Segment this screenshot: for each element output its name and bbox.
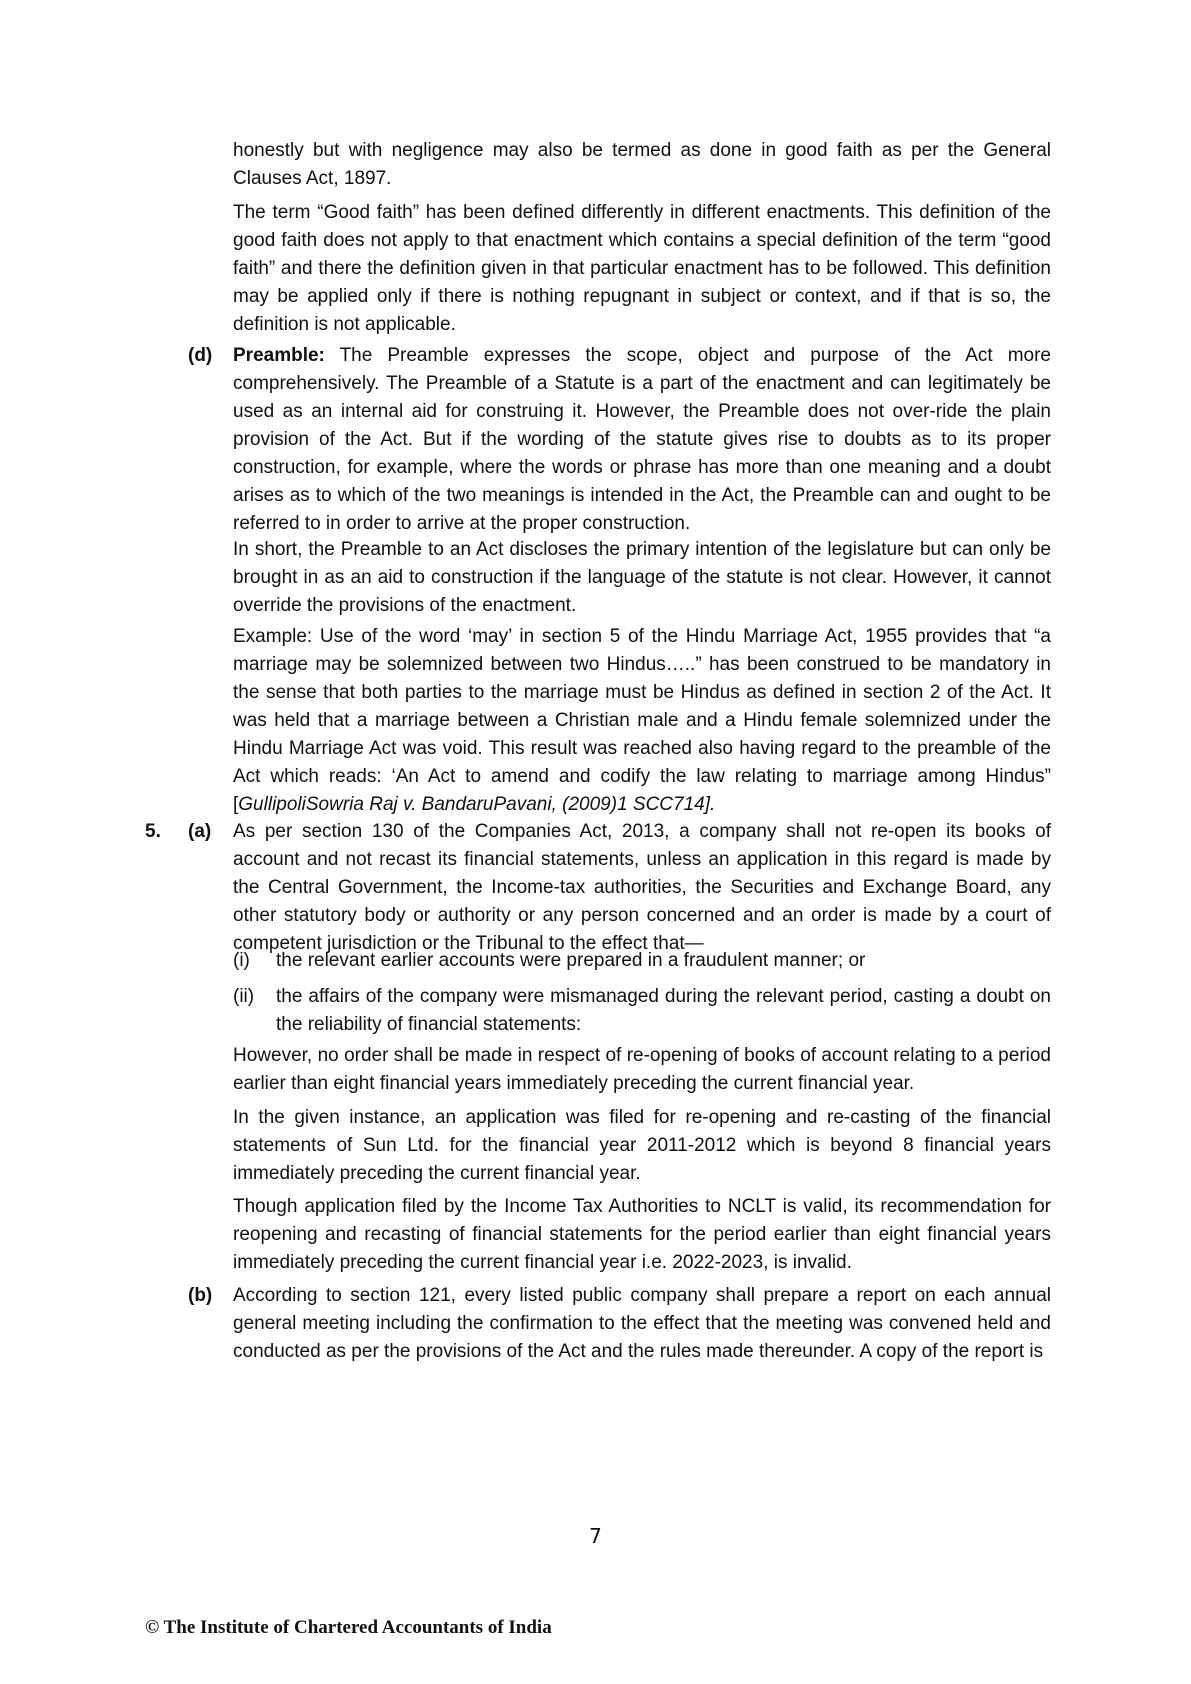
item-label-a: (a): [188, 821, 212, 842]
paragraph-no-order: However, no order shall be made in respect of re-opening of books of account relating to a period earlier than eight financial years immediately preceding the current financial year.: [233, 1045, 1051, 1094]
case-citation: GullipoliSowria Raj v. BandaruPavani, (2009)1 SCC714].: [238, 794, 716, 815]
item-label-d: (d): [188, 345, 213, 366]
paragraph-section-121: According to section 121, every listed public company shall prepare a report on each annual general meeting including the confirmation to the effect that the meeting was convened held and conducted as per the provisions of the Act and the rules made thereunder. A copy of the report is: [233, 1285, 1051, 1362]
example-text: Example: Use of the word ‘may’ in section 5 of the Hindu Marriage Act, 1955 provides that “a marriage may be solemnized between two Hindus…..” has been construed to be mandatory in the sense that both parties to the marriage must be Hindus as defined in section 2 of the Act. It was held that a marriage between a Christian male and a Hindu female solemnized under the Hindu Marriage Act was void. This result was reached also having regard to the preamble of the Act which reads: ‘An Act to amend and codify the law relating to marriage among Hindus” [: [233, 626, 1051, 815]
footer-copyright: © The Institute of Chartered Accountants of India: [145, 1617, 552, 1638]
paragraph-preamble: [233, 342, 1051, 538]
paragraph-conclusion: Though application filed by the Income Tax Authorities to NCLT is valid, its recommendation for reopening and recasting of financial statements for the period earlier than eight financial years immediately preceding the current financial year i.e. 2022-2023, is invalid.: [233, 1196, 1051, 1273]
question-number-5: 5.: [145, 821, 161, 842]
paragraph-good-faith-continued: honestly but with negligence may also be termed as done in good faith as per the General Clauses Act, 1897.: [233, 140, 1051, 189]
sub-item-label-i: (i): [233, 950, 250, 971]
paragraph-good-faith-definition: The term “Good faith” has been defined differently in different enactments. This definition of the good faith does not apply to that enactment which contains a special definition of the term “good faith” and there the definition given in that particular enactment has to be followed. This definition may be applied only if there is nothing repugnant in subject or context, and if that is so, the definition is not applicable.: [233, 202, 1051, 335]
preamble-text: The Preamble expresses the scope, object and purpose of the Act more comprehensively. The Preamble of a Statute is a part of the enactment and can legitimately be used as an internal aid for construing it. However, the Preamble does not over-ride the plain provision of the Act. But if the wording of the statute gives rise to doubts as to its proper construction, for example, where the words or phrase has more than one meaning and a doubt arises as to which of the two meanings is intended in the Act, the Preamble can and ought to be referred to in order to arrive at the proper construction.: [233, 345, 1051, 534]
item-label-b: (b): [188, 1285, 213, 1306]
paragraph-preamble-short: In short, the Preamble to an Act discloses the primary intention of the legislature but can only be brought in as an aid to construction if the language of the statute is not clear. However, it cannot override the provisions of the enactment.: [233, 539, 1051, 616]
page-number: 7: [589, 1524, 602, 1548]
preamble-heading: Preamble:: [233, 345, 325, 366]
paragraph-section-130: As per section 130 of the Companies Act, 2013, a company shall not re-open its books of account and not recast its financial statements, unless an application in this regard is made by the Central Government, the Income-tax authorities, the Securities and Exchange Board, any other statutory body or authority or any person concerned and an order is made by a court of competent jurisdiction or the Tribunal to the effect that—: [233, 821, 1051, 954]
paragraph-preamble-example: [233, 623, 1051, 819]
sub-item-label-ii: (ii): [233, 986, 255, 1007]
sub-item-text-ii: the affairs of the company were mismanaged during the relevant period, casting a doubt on the reliability of financial statements:: [276, 986, 1051, 1035]
sub-item-text-i: the relevant earlier accounts were prepared in a fraudulent manner; or: [276, 950, 866, 971]
paragraph-given-instance: In the given instance, an application was filed for re-opening and re-casting of the financial statements of Sun Ltd. for the financial year 2011-2012 which is beyond 8 financial years immediately preceding the current financial year.: [233, 1107, 1051, 1184]
